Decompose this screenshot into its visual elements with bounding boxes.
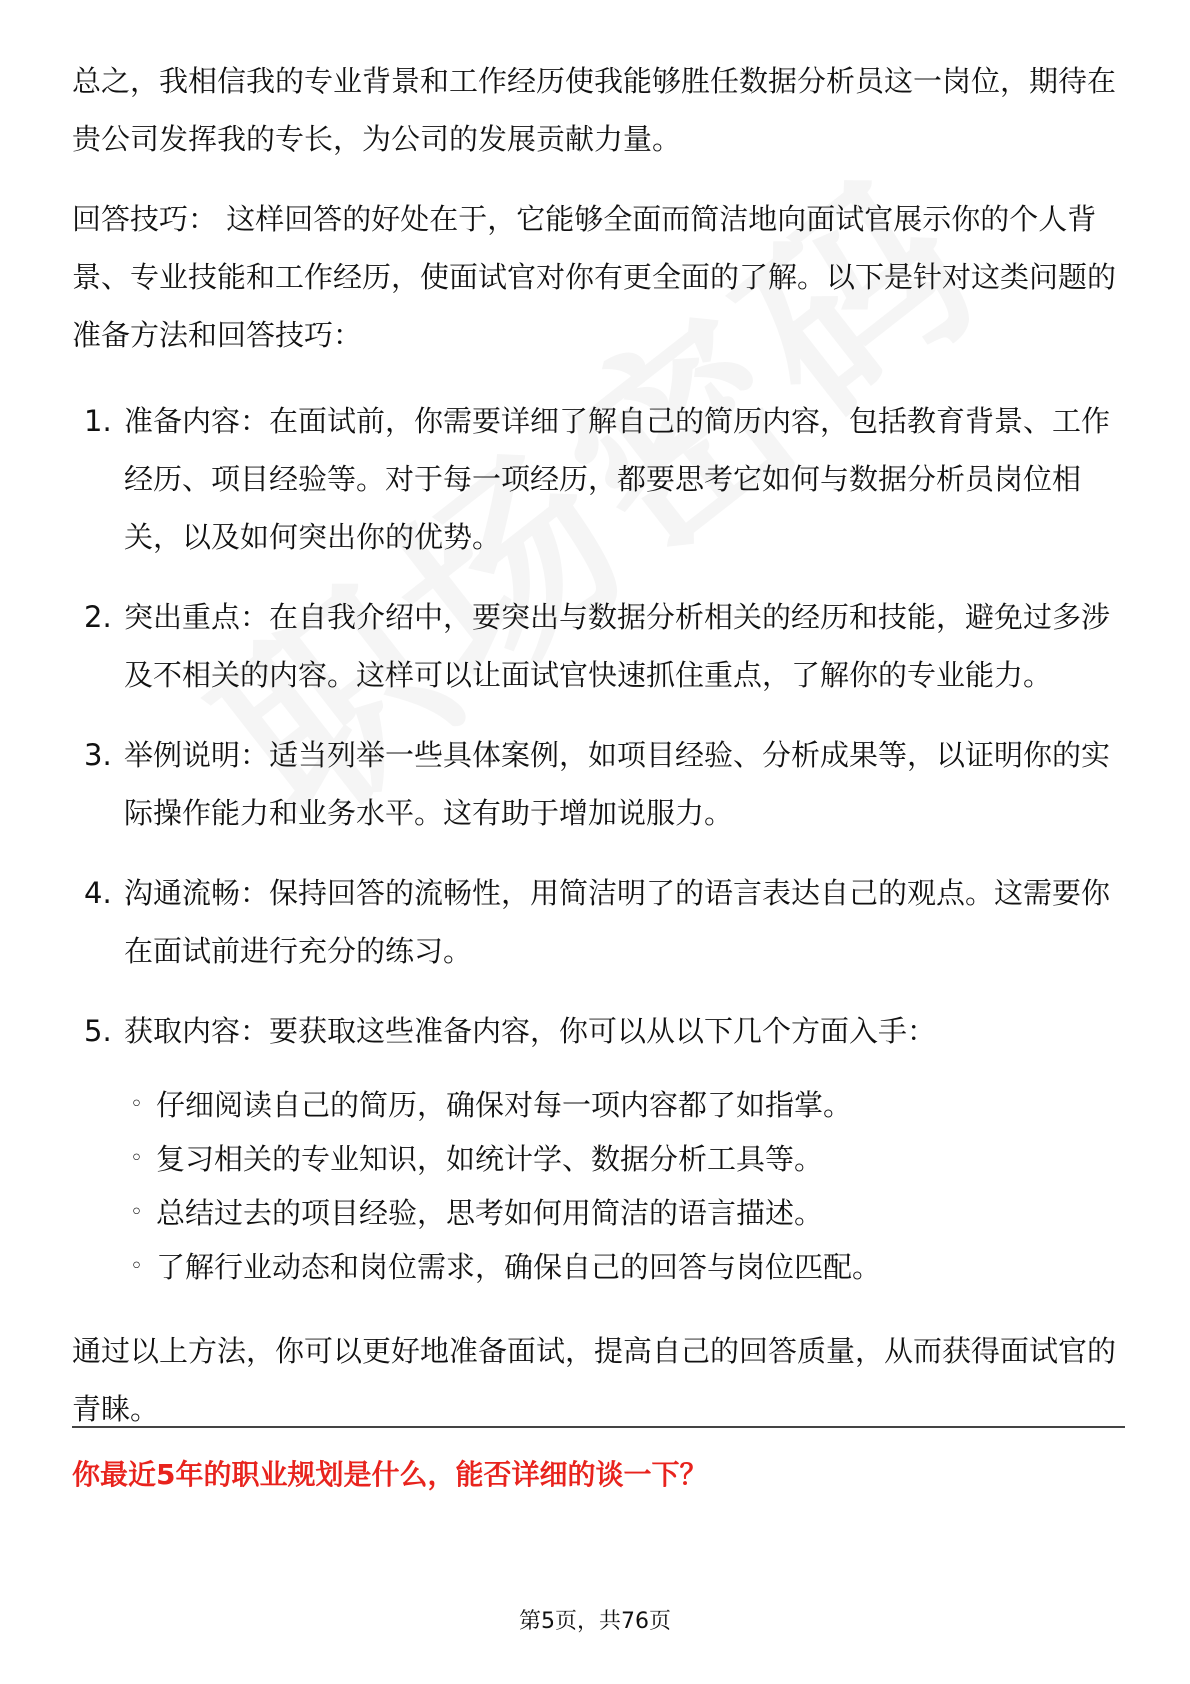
list-item-text: 突出重点：在自我介绍中，要突出与数据分析相关的经历和技能，避免过多涉及不相关的内容。这样可以让面试官快速抓住重点，了解你的专业能力。	[124, 600, 1111, 692]
list-number: 2.	[84, 600, 112, 634]
page-footer: 第5页，共76页	[519, 1609, 671, 1634]
bullet-icon: ◦	[130, 1200, 143, 1225]
list-number: 4.	[84, 876, 112, 910]
tips-paragraph: 回答技巧： 这样回答的好处在于，它能够全面而简洁地向面试官展示你的个人背景、专业技能和工作经历，使面试官对你有更全面的了解。以下是针对这类问题的准备方法和回答技巧：	[72, 202, 1117, 352]
sub-list-item	[124, 1186, 1122, 1240]
sub-list-item	[124, 1132, 1122, 1186]
sub-list	[124, 1078, 1122, 1294]
sub-list-item-text: 总结过去的项目经验，思考如何用简洁的语言描述。	[156, 1196, 824, 1230]
list-item	[72, 726, 1122, 842]
list-item-text: 获取内容：要获取这些准备内容，你可以从以下几个方面入手：	[124, 1014, 937, 1048]
section-divider	[72, 1426, 1125, 1428]
list-item-text: 沟通流畅：保持回答的流畅性，用简洁明了的语言表达自己的观点。这需要你在面试前进行充分的练习。	[124, 876, 1111, 968]
steps-list	[72, 392, 1122, 1294]
sub-list-item-text: 仔细阅读自己的简历，确保对每一项内容都了如指掌。	[156, 1088, 853, 1122]
closing-paragraph: 通过以上方法，你可以更好地准备面试，提高自己的回答质量，从而获得面试官的青睐。	[72, 1334, 1117, 1426]
list-number: 5.	[84, 1014, 112, 1048]
list-number: 3.	[84, 738, 112, 772]
list-number: 1.	[84, 404, 112, 438]
list-item	[72, 864, 1122, 980]
sub-list-item	[124, 1240, 1122, 1294]
list-item-text: 举例说明：适当列举一些具体案例，如项目经验、分析成果等，以证明你的实际操作能力和业务水平。这有助于增加说服力。	[124, 738, 1111, 830]
bullet-icon: ◦	[130, 1254, 143, 1279]
intro-paragraph: 总之，我相信我的专业背景和工作经历使我能够胜任数据分析员这一岗位，期待在贵公司发挥我的专长，为公司的发展贡献力量。	[72, 64, 1117, 156]
list-item	[72, 392, 1122, 566]
document-body	[72, 52, 1122, 1460]
next-question-heading: 你最近5年的职业规划是什么，能否详细的谈一下？	[72, 1458, 708, 1491]
list-item	[72, 588, 1122, 704]
sub-list-item	[124, 1078, 1122, 1132]
bullet-icon: ◦	[130, 1092, 143, 1117]
list-item	[72, 1002, 1122, 1294]
list-item-text: 准备内容：在面试前，你需要详细了解自己的简历内容，包括教育背景、工作经历、项目经验等。对于每一项经历，都要思考它如何与数据分析员岗位相关，以及如何突出你的优势。	[124, 404, 1111, 554]
bullet-icon: ◦	[130, 1146, 143, 1171]
sub-list-item-text: 了解行业动态和岗位需求，确保自己的回答与岗位匹配。	[156, 1250, 882, 1284]
sub-list-item-text: 复习相关的专业知识，如统计学、数据分析工具等。	[156, 1142, 824, 1176]
